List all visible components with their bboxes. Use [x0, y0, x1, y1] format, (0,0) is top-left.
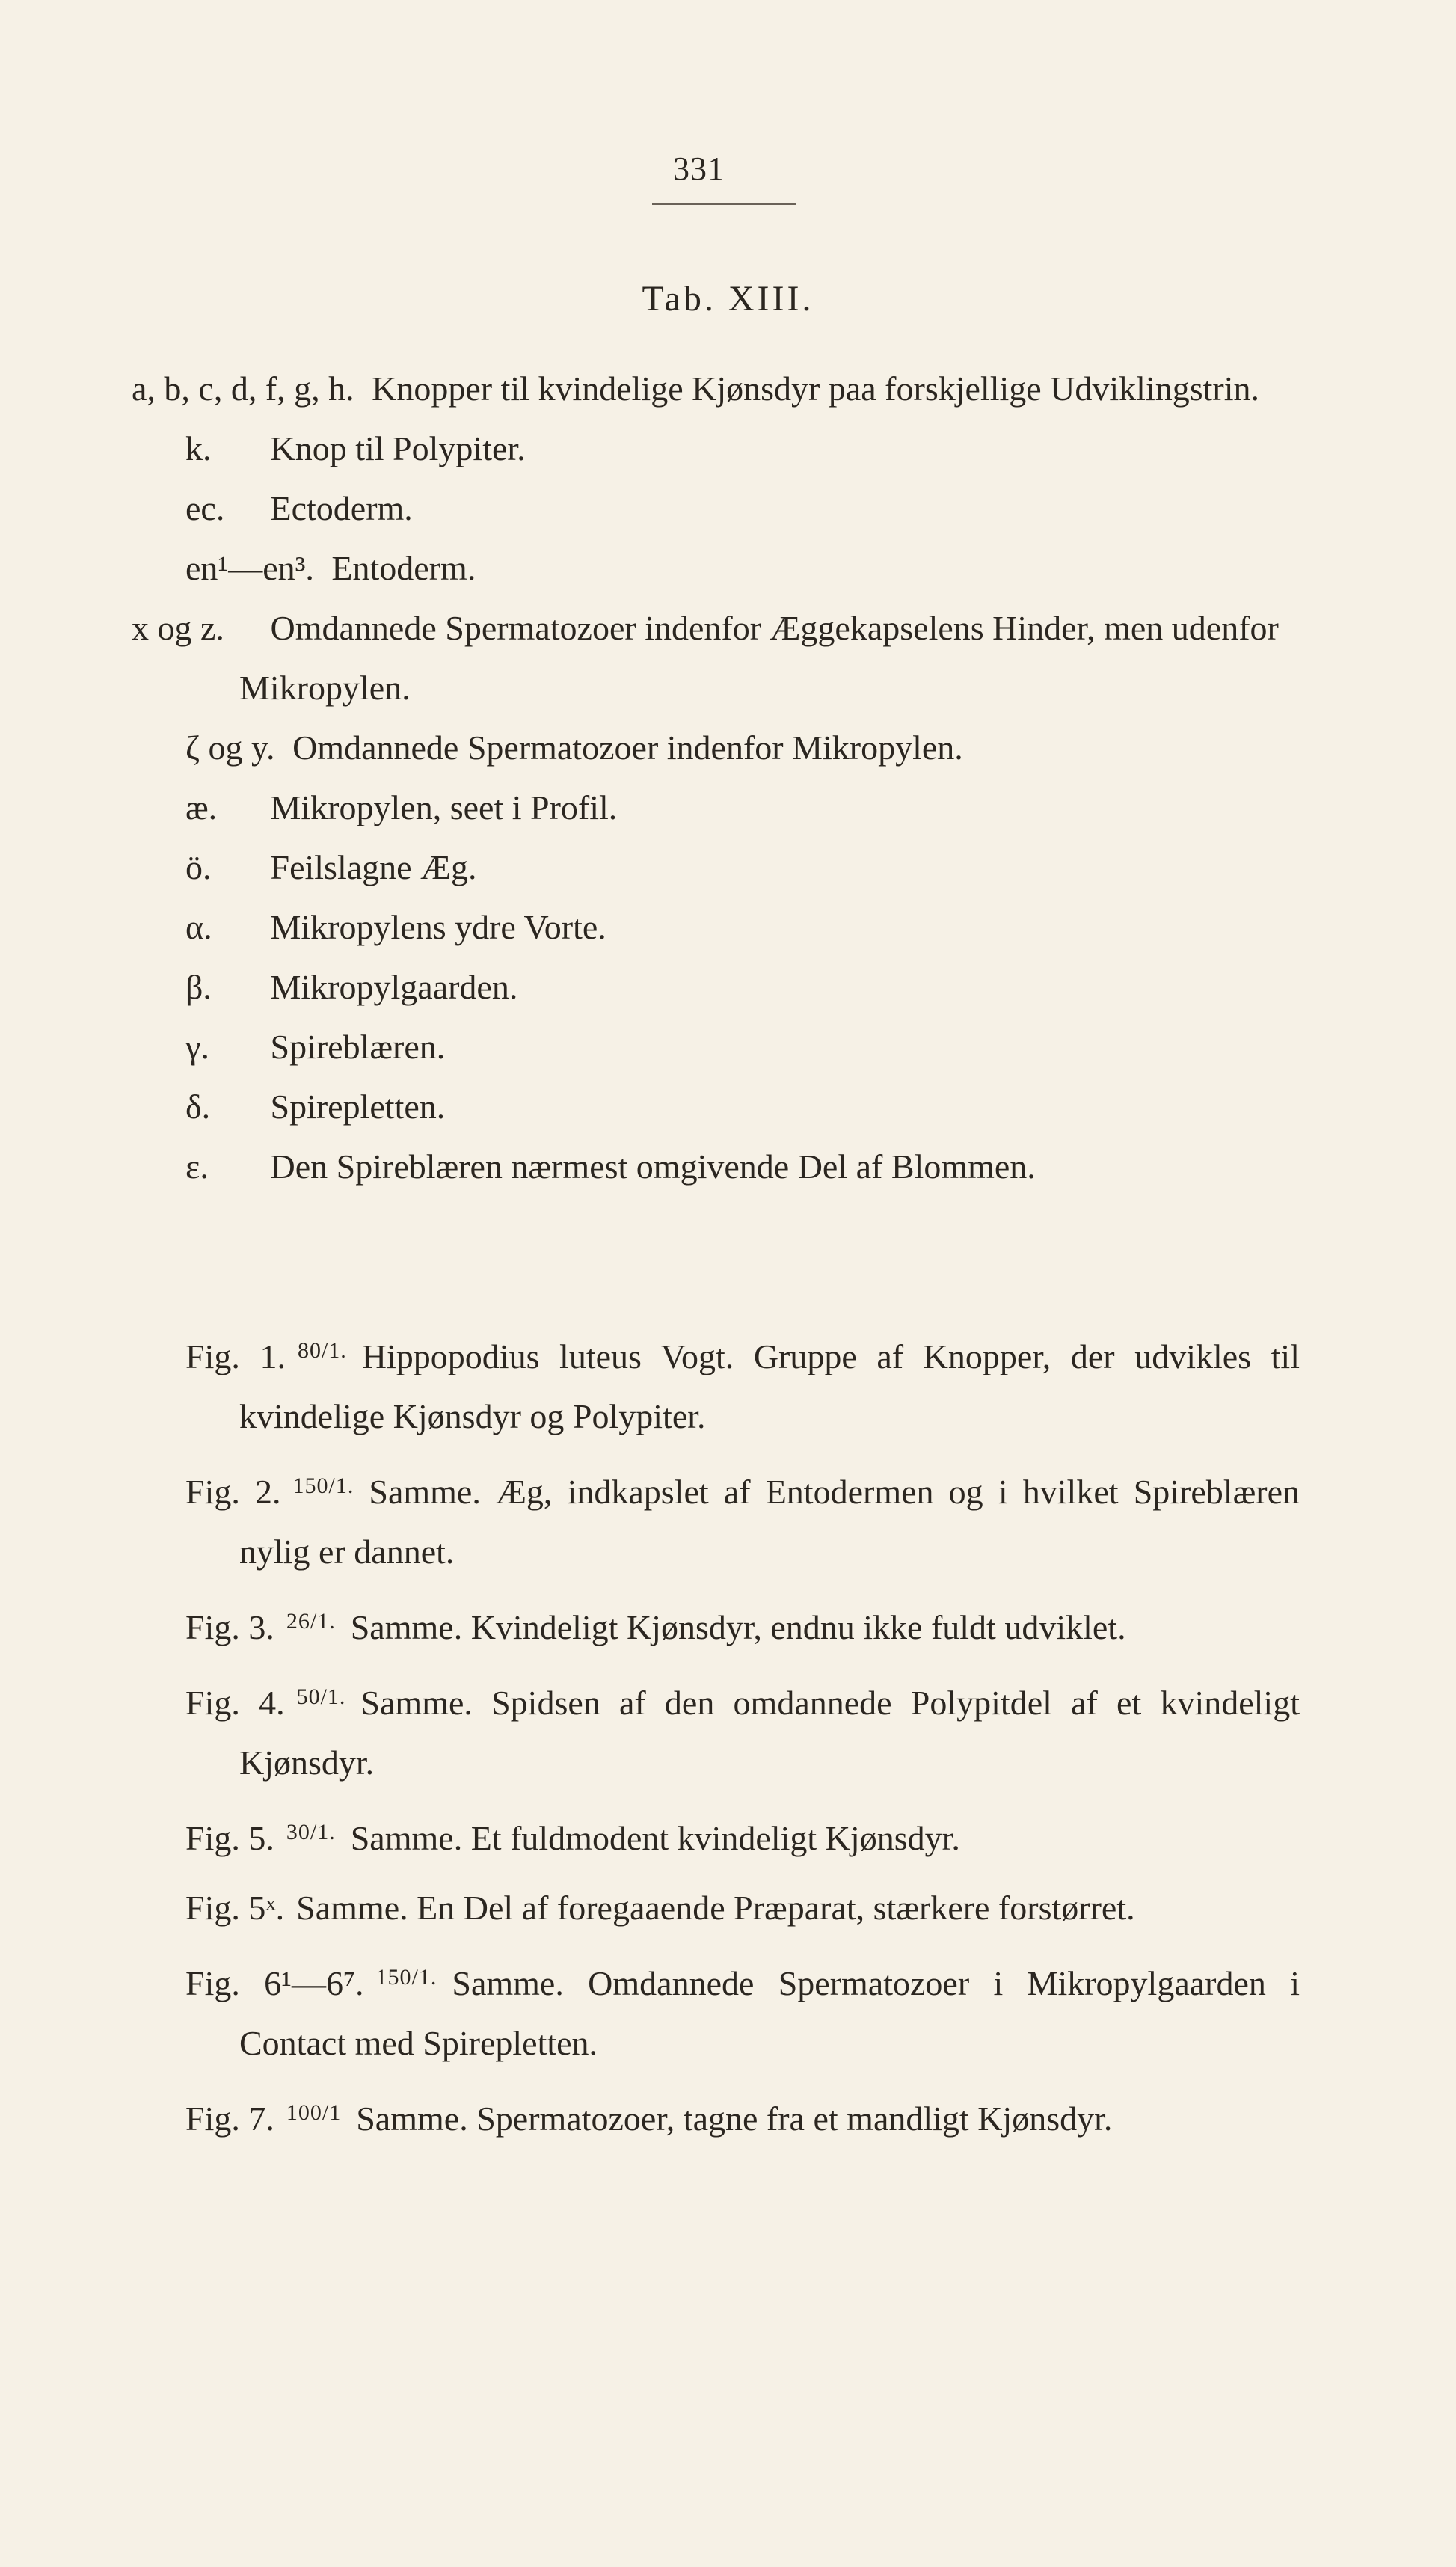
figure-magnification: 80/1.: [297, 1338, 347, 1363]
figure-label: Fig. 2.: [185, 1473, 281, 1511]
figure-text: Samme. Omdannede Spermatozoer i Mikropylgaarden i Contact med Spirepletten.: [239, 1964, 1300, 2062]
legend-text: Feilslagne Æg.: [270, 848, 477, 886]
figure-text: Samme. En Del af foregaaende Præparat, stærkere forstørret.: [296, 1889, 1135, 1927]
legend-label: ö.: [185, 848, 212, 886]
figure-magnification: 26/1.: [286, 1609, 336, 1634]
figure-magnification: 150/1.: [292, 1473, 354, 1498]
legend-list: [132, 359, 1292, 1197]
legend-entry: [132, 359, 1292, 419]
legend-label: en¹—en³.: [185, 549, 314, 587]
figure-text: Samme. Spidsen af den omdannede Polypitdel af et kvindeligt Kjønsdyr.: [239, 1684, 1300, 1782]
legend-entry: [185, 718, 1292, 778]
figure-label: Fig. 1.: [185, 1337, 286, 1375]
legend-entry: [185, 539, 1292, 598]
legend-label: γ.: [185, 1028, 209, 1066]
legend-text: Mikropylen, seet i Profil.: [270, 788, 618, 826]
legend-text: Omdannede Spermatozoer indenfor Æggekapselens Hinder, men udenfor Mikropylen.: [239, 609, 1279, 707]
figure-label: Fig. 5ˣ.: [185, 1889, 285, 1927]
figure-text: Samme. Kvindeligt Kjønsdyr, endnu ikke fuldt udviklet.: [350, 1608, 1126, 1646]
page-number: 331: [673, 150, 725, 187]
legend-label: x og z.: [132, 609, 224, 647]
legend-entry: [185, 419, 1292, 479]
legend-entry: [185, 1077, 1292, 1137]
legend-text: Entoderm.: [331, 549, 476, 587]
figure-entry: [185, 1456, 1300, 1582]
legend-text: Ectoderm.: [270, 489, 413, 527]
legend-label: a, b, c, d, f, g, h.: [132, 369, 354, 408]
legend-text: Spireblæren.: [270, 1028, 446, 1066]
legend-text: Spirepletten.: [270, 1088, 446, 1126]
figure-entry: [185, 1948, 1300, 2073]
legend-label: ec.: [185, 489, 225, 527]
legend-text: Omdannede Spermatozoer indenfor Mikropylen.: [292, 729, 963, 767]
figure-list: [185, 1321, 1300, 2159]
legend-label: k.: [185, 429, 212, 467]
legend-label: æ.: [185, 788, 218, 826]
legend-label: ε.: [185, 1147, 209, 1186]
figure-magnification: 30/1.: [286, 1820, 336, 1844]
figure-label: Fig. 5.: [185, 1819, 274, 1857]
legend-entry: [185, 479, 1292, 539]
legend-text: Den Spireblæren nærmest omgivende Del af Blommen.: [270, 1147, 1036, 1186]
table-title: Tab. XIII.: [642, 279, 814, 319]
legend-entry: [132, 598, 1292, 718]
figure-magnification: 100/1: [286, 2100, 342, 2125]
figure-entry: [185, 1667, 1300, 1793]
legend-entry: [185, 778, 1292, 838]
figure-text: Samme. Et fuldmodent kvindeligt Kjønsdyr.: [350, 1819, 960, 1857]
legend-entry: [185, 898, 1292, 957]
figure-label: Fig. 3.: [185, 1608, 274, 1646]
figure-entry: [185, 2083, 1300, 2149]
figure-text: Hippopodius luteus Vogt. Gruppe af Knopper, der udvikles til kvindelige Kjønsdyr og Polypiter.: [239, 1337, 1300, 1435]
legend-label: δ.: [185, 1088, 211, 1126]
figure-entry: [185, 1592, 1300, 1657]
figure-magnification: 150/1.: [375, 1965, 437, 1990]
legend-label: ζ og y.: [185, 729, 275, 767]
legend-text: Knop til Polypiter.: [270, 429, 526, 467]
figure-entry: [185, 1803, 1300, 1868]
figure-entry: [185, 1321, 1300, 1447]
legend-entry: [185, 957, 1292, 1017]
legend-entry: [185, 838, 1292, 898]
figure-entry: [185, 1878, 1300, 1938]
figure-text: Samme. Spermatozoer, tagne fra et mandligt Kjønsdyr.: [356, 2100, 1113, 2138]
figure-label: Fig. 4.: [185, 1684, 285, 1722]
legend-text: Knopper til kvindelige Kjønsdyr paa forskjellige Udviklingstrin.: [372, 369, 1260, 408]
legend-text: Mikropylgaarden.: [270, 968, 518, 1006]
legend-entry: [185, 1017, 1292, 1077]
legend-label: β.: [185, 968, 212, 1006]
figure-label: Fig. 7.: [185, 2100, 274, 2138]
figure-text: Samme. Æg, indkapslet af Entodermen og i hvilket Spireblæren nylig er dannet.: [239, 1473, 1300, 1571]
legend-text: Mikropylens ydre Vorte.: [270, 908, 606, 946]
figure-magnification: 50/1.: [296, 1684, 346, 1709]
legend-entry: [185, 1137, 1292, 1197]
legend-label: α.: [185, 908, 212, 946]
page-number-rule: [652, 203, 796, 205]
figure-label: Fig. 6¹—6⁷.: [185, 1964, 364, 2002]
